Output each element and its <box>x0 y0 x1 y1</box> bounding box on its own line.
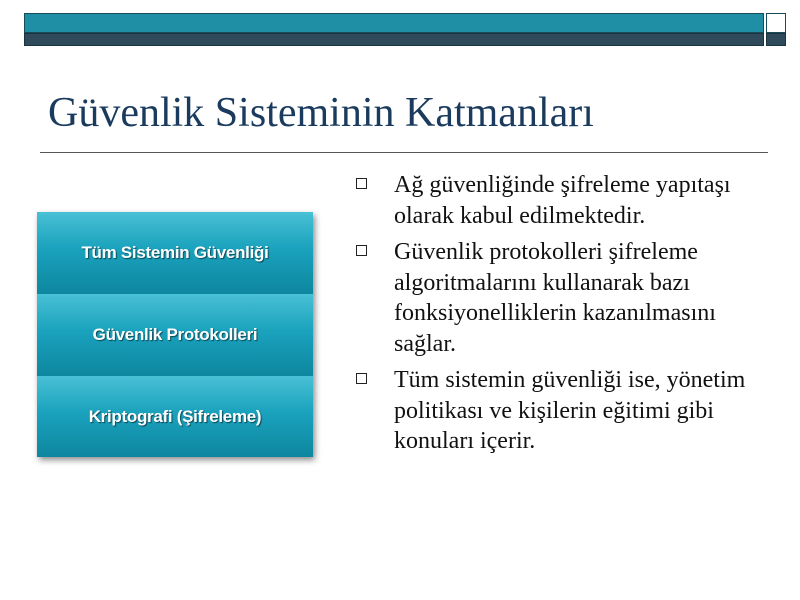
bullet-item <box>352 365 772 457</box>
layer-system-security: Tüm Sistemin Güvenliği <box>37 212 313 294</box>
top-dark-bar <box>24 33 764 46</box>
bullet-text: Tüm sistemin güvenliği ise, yönetim politikası ve kişilerin eğitimi gibi konuları içerir. <box>394 367 746 454</box>
square-bullet-icon <box>356 178 367 189</box>
bullet-list <box>352 170 772 463</box>
layer-cryptography: Kriptografi (Şifreleme) <box>37 376 313 457</box>
square-bullet-icon <box>356 373 367 384</box>
corner-square <box>766 13 786 33</box>
top-accent-bar <box>24 13 764 33</box>
title-divider <box>40 152 768 153</box>
bullet-text: Ağ güvenliğinde şifreleme yapıtaşı olarak kabul edilmektedir. <box>394 172 731 229</box>
bullet-item <box>352 237 772 359</box>
bullet-text: Güvenlik protokolleri şifreleme algoritmalarını kullanarak bazı fonksiyonelliklerin kazanılmasını sağlar. <box>394 239 716 357</box>
square-bullet-icon <box>356 245 367 256</box>
slide-title: Güvenlik Sisteminin Katmanları <box>48 90 594 136</box>
bullet-item <box>352 170 772 231</box>
corner-square-dark <box>766 33 786 46</box>
layer-security-protocols: Güvenlik Protokolleri <box>37 294 313 376</box>
layer-stack-diagram <box>37 212 313 457</box>
